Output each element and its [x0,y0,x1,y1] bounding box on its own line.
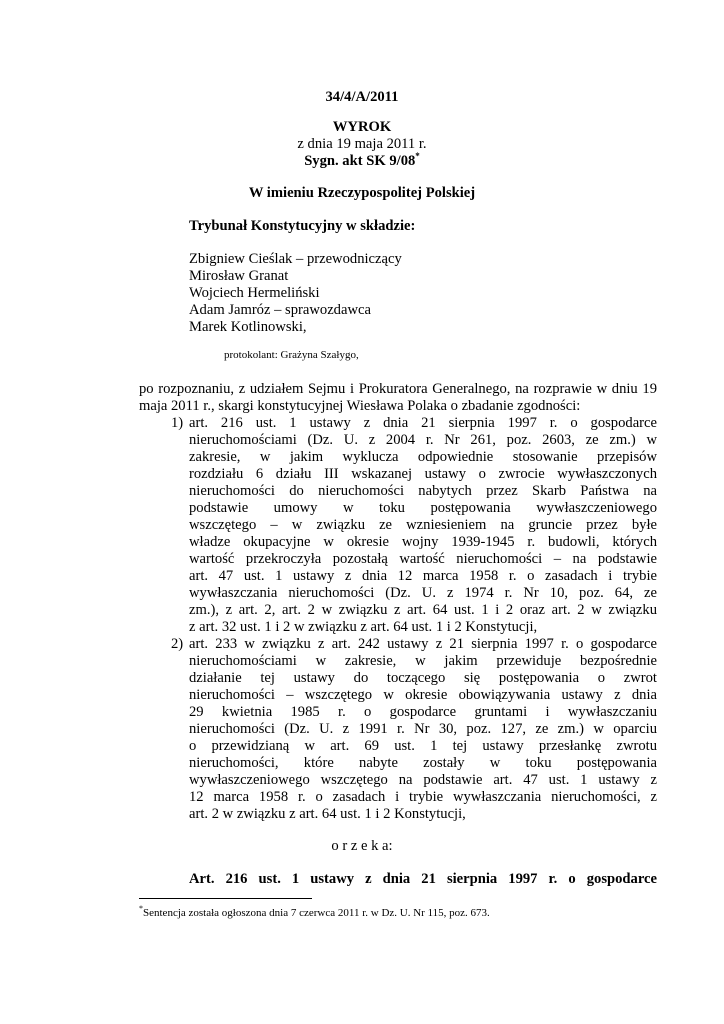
item-line: nieruchomości – wszczętego w okresie obowiązywania ustawy z dnia [189,687,657,703]
tribunal-heading: Trybunał Konstytucyjny w składzie: [189,218,416,234]
footnote [139,904,490,919]
item-line: wszczętego – w związku ze wzniesieniem na gruncie przez byłe [189,517,657,533]
composition-member: Marek Kotlinowski, [189,319,307,335]
composition-member: Zbigniew Cieślak – przewodniczący [189,251,402,267]
judgment-title: WYROK [332,119,392,135]
item-line: nieruchomości, które nabyte zostały w toku postępowania [189,755,657,771]
item-number: 1) [171,415,184,431]
composition-member: Mirosław Granat [189,268,289,284]
item-line: z art. 32 ust. 1 i 2 w związku z art. 64 ust. 1 i 2 Konstytucji, [189,619,538,635]
footnote-text: Sentencja została ogłoszona dnia 7 czerwca 2011 r. w Dz. U. Nr 115, poz. 673. [143,907,490,919]
case-signature [0,153,724,170]
item-line: art. 233 w związku z art. 242 ustawy z 21 sierpnia 1997 r. o gospodarce [189,636,657,652]
item-line: wartość przekroczyła pozostałą wartość nieruchomości – na podstawie [189,551,657,567]
footnote-marker: * [139,904,143,913]
footnote-divider [139,898,312,899]
case-signature-text: Sygn. akt SK 9/08 [304,153,416,169]
item-line: art. 2 w związku z art. 64 ust. 1 i 2 Konstytucji, [189,806,466,822]
item-line: nieruchomości do nieruchomości nabytych przez Skarb Państwa na [189,483,657,499]
intro-line: po rozpoznaniu, z udziałem Sejmu i Prokuratora Generalnego, na rozprawie w dniu 19 [139,381,657,397]
item-line: zm.), z art. 2, art. 2 w związku z art. 64 ust. 1 i 2 oraz art. 2 w związku [189,602,657,618]
item-number: 2) [171,636,184,652]
item-line: działanie tej ustawy do toczącego się postępowania o zwrot [189,670,657,686]
item-line: 29 kwietnia 1985 r. o gospodarce gruntami i wywłaszczaniu [189,704,657,720]
item-line: nieruchomościami w zakresie, w jakim przewiduje bezpośrednie [189,653,657,669]
item-line: art. 47 ust. 1 ustawy z dnia 12 marca 1958 r. o zasadach i trybie [189,568,657,584]
item-line: podstawie umowy w toku postępowania wywłaszczeniowego [189,500,657,516]
item-line: 12 marca 1958 r. o zasadach i trybie wywłaszczania nieruchomości, z [189,789,657,805]
judgment-date: z dnia 19 maja 2011 r. [297,136,427,152]
document-id: 34/4/A/2011 [325,89,399,105]
composition-member: Wojciech Hermeliński [189,285,320,301]
item-line: wywłaszczeniowego wszczętego na podstawie art. 47 ust. 1 ustawy z [189,772,657,788]
item-line: rozdziału 6 działu III wskazanej ustawy o zwrocie wywłaszczonych [189,466,657,482]
verdict-heading: o r z e k a: [331,838,393,854]
court-recorder: protokolant: Grażyna Szałygo, [224,349,359,361]
intro-line: maja 2011 r., skargi konstytucyjnej Wiesława Polaka o zbadanie zgodności: [139,398,581,414]
item-line: zakresie, w jakim wyklucza odpowiednie stosowanie przepisów [189,449,657,465]
item-line: wywłaszczania nieruchomości (Dz. U. z 1974 r. Nr 10, poz. 64, ze [189,585,657,601]
item-line: art. 216 ust. 1 ustawy z dnia 21 sierpnia 1997 r. o gospodarce [189,415,657,431]
item-line: o przewidzianą w art. 69 ust. 1 tej ustawy przesłankę zwrotu [189,738,657,754]
verdict-text: Art. 216 ust. 1 ustawy z dnia 21 sierpnia 1997 r. o gospodarce [189,871,657,887]
invocation: W imieniu Rzeczypospolitej Polskiej [248,185,476,201]
item-line: nieruchomościami (Dz. U. z 2004 r. Nr 261, poz. 2603, ze zm.) w [189,432,657,448]
item-line: władze okupacyjne w okresie wojny 1939-1945 r. budowli, których [189,534,657,550]
composition-member: Adam Jamróz – sprawozdawca [189,302,371,318]
footnote-reference: * [415,151,420,161]
item-line: nieruchomości (Dz. U. z 1991 r. Nr 30, poz. 127, ze zm.) w oparciu [189,721,657,737]
